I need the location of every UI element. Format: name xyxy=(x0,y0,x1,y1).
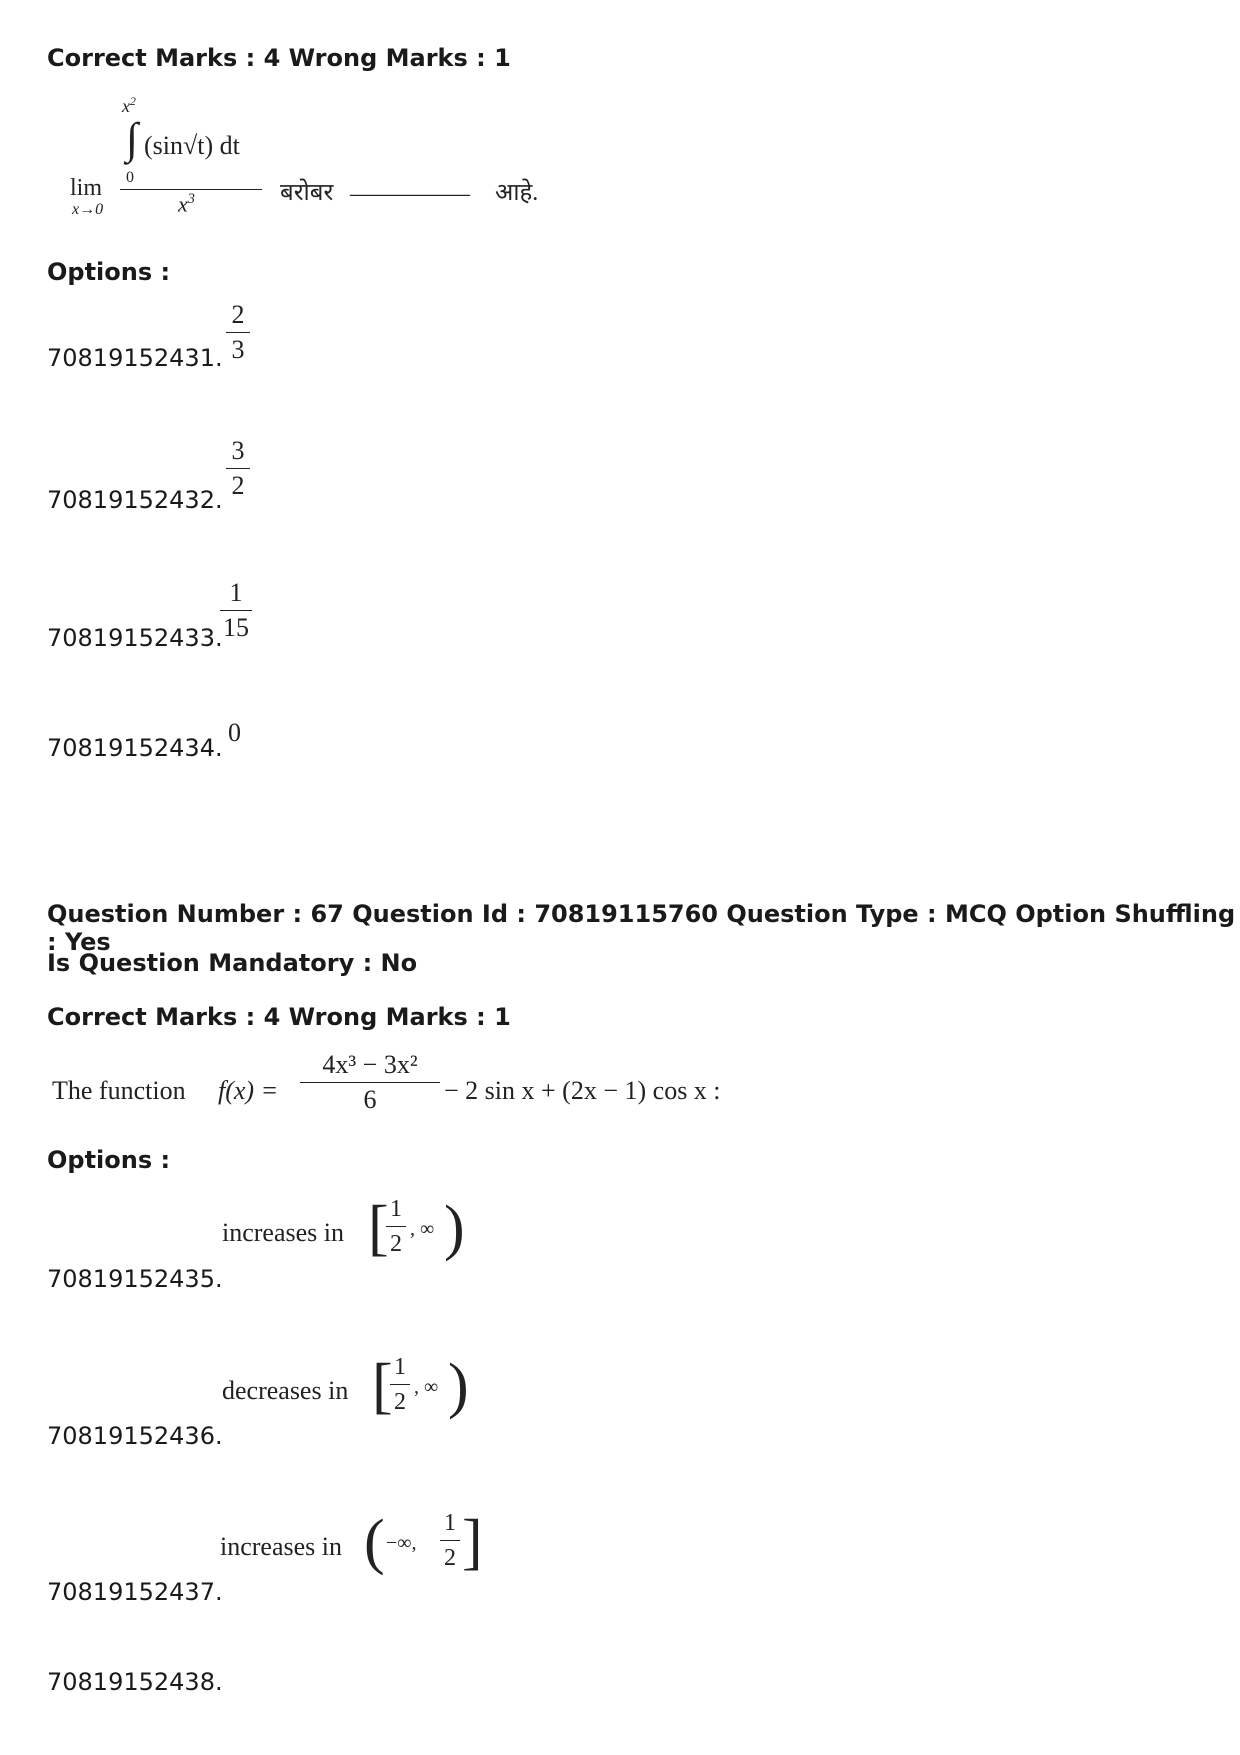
q67-option-3-open-bracket: ( xyxy=(364,1508,385,1576)
q67-option-4-id: 70819152438. xyxy=(47,1668,223,1696)
q66-integral-sign: ∫ xyxy=(126,114,139,163)
q67-option-3-pre: −∞, xyxy=(386,1532,417,1554)
q67-option-2-mid: , ∞ xyxy=(414,1376,439,1398)
q67-mandatory: Is Question Mandatory : No xyxy=(47,949,418,977)
q66-denominator: $x^3$ xyxy=(178,191,195,217)
q67-stem xyxy=(52,1050,772,1125)
q67-option-1-mid: , ∞ xyxy=(410,1218,435,1240)
q67-option-2-text: decreases in xyxy=(222,1376,349,1405)
q67-option-2-open-bracket: [ xyxy=(372,1352,393,1420)
q66-stem xyxy=(70,95,570,225)
q67-option-3-text: increases in xyxy=(220,1532,343,1561)
q67-option-1-text: increases in xyxy=(222,1218,345,1247)
q67-option-1-open-bracket: [ xyxy=(368,1194,389,1262)
q67-option-1-id: 70819152435. xyxy=(47,1265,223,1293)
q66-marks: Correct Marks : 4 Wrong Marks : 1 xyxy=(47,44,511,72)
q67-option-2-fraction: 1 2 xyxy=(390,1352,410,1417)
q66-word-equals: बरोबर xyxy=(280,180,334,206)
q66-option-1-id: 70819152431. xyxy=(47,344,223,372)
q66-integrand: (sin√t) dt xyxy=(144,131,240,160)
q66-option-2-id: 70819152432. xyxy=(47,486,223,514)
q66-blank: __________ xyxy=(350,173,470,199)
q66-fraction-bar xyxy=(120,189,262,190)
q66-option-4-id: 70819152434. xyxy=(47,734,223,762)
q66-lim: lim xyxy=(70,175,103,201)
q67-header: Question Number : 67 Question Id : 70819115760 Question Type : MCQ Option Shuffling : Yes xyxy=(47,900,1236,956)
q67-option-3-fraction: 1 2 xyxy=(440,1508,460,1573)
q67-stem-fraction: 4x³ − 3x² 6 xyxy=(300,1050,440,1115)
q67-stem-prefix: The function xyxy=(52,1076,186,1105)
q67-options-label: Options : xyxy=(47,1146,171,1174)
q67-option-3-id: 70819152437. xyxy=(47,1578,223,1606)
q67-option-3-close-bracket: ] xyxy=(462,1508,483,1576)
q66-option-1-fraction: 2 3 xyxy=(226,300,250,365)
q66-option-2-fraction: 3 2 xyxy=(226,436,250,501)
q67-stem-rest: − 2 sin x + (2x − 1) cos x : xyxy=(444,1076,721,1105)
q66-upper-limit: $x^2$ xyxy=(122,95,136,116)
q67-option-1-fraction: 1 2 xyxy=(386,1194,406,1259)
q66-option-3-fraction: 1 15 xyxy=(220,578,252,643)
q67-marks: Correct Marks : 4 Wrong Marks : 1 xyxy=(47,1003,511,1031)
q66-option-3-id: 70819152433. xyxy=(47,624,223,652)
q67-option-2-id: 70819152436. xyxy=(47,1422,223,1450)
q66-option-4-value: 0 xyxy=(228,718,241,747)
q67-option-2-close-bracket: ) xyxy=(448,1352,469,1420)
q66-word-is: आहे. xyxy=(495,180,539,206)
q66-options-label: Options : xyxy=(47,258,171,286)
q66-lim-sub: x→0 xyxy=(72,201,104,218)
q66-lower-limit: 0 xyxy=(126,169,134,186)
q67-stem-fx: f(x) = xyxy=(218,1076,279,1105)
q67-option-1-close-bracket: ) xyxy=(444,1194,465,1262)
